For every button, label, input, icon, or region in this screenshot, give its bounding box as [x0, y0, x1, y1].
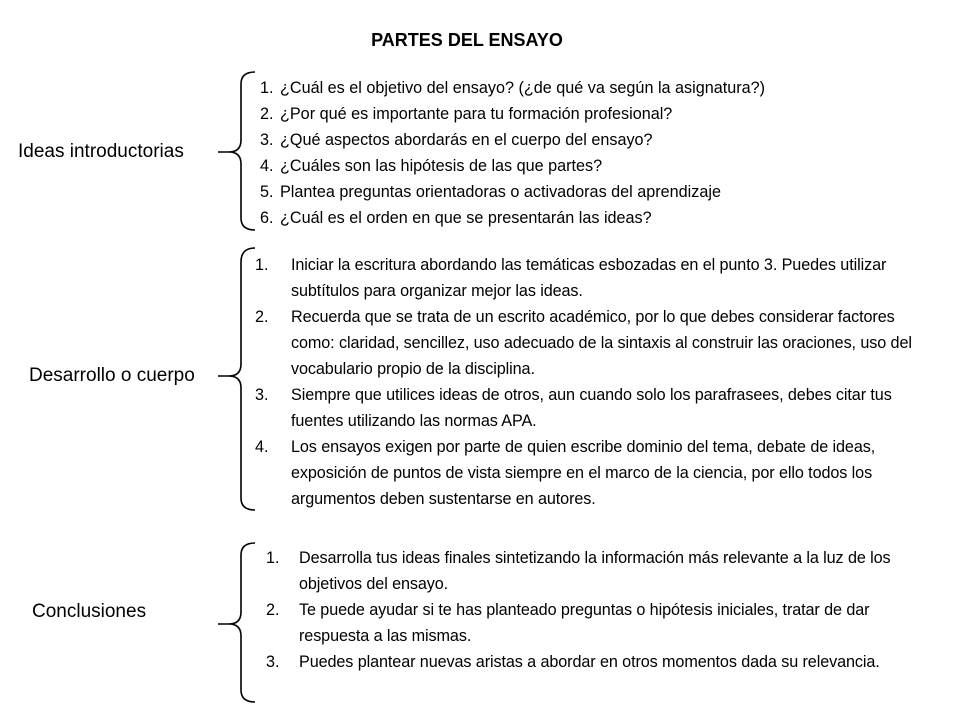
brace-development: [218, 248, 255, 510]
development-points-list: [255, 252, 925, 512]
list-item: 6. ¿Cuál es el orden en que se presentarán las ideas?: [260, 209, 652, 227]
list-item: 1. Iniciar la escritura abordando las temáticas esbozadas en el punto 3. Puedes utilizar subtítulos para organizar mejor las ideas.: [255, 256, 887, 300]
intro-questions-list: [260, 75, 920, 231]
list-item: 2. Recuerda que se trata de un escrito académico, por lo que debes considerar factores como: claridad, sencillez, uso adecuado de la sintaxis al construir las oraciones, uso del vocabulario propio de la disciplina.: [255, 308, 912, 378]
list-item: 4. Los ensayos exigen por parte de quien escribe dominio del tema, debate de ideas, exposición de puntos de vista siempre en el marco de la ciencia, por ello todos los argumentos deben sustentarse en autores.: [255, 438, 876, 508]
list-item: 4. ¿Cuáles son las hipótesis de las que partes?: [260, 157, 603, 175]
list-item: 5. Plantea preguntas orientadoras o activadoras del aprendizaje: [260, 183, 721, 201]
list-item: 2. ¿Por qué es importante para tu formación profesional?: [260, 105, 673, 123]
conclusions-points-list: [266, 545, 916, 675]
brace-conclusions: [218, 543, 255, 702]
list-item: 3. ¿Qué aspectos abordarás en el cuerpo del ensayo?: [260, 131, 653, 149]
brace-intro: [218, 72, 255, 230]
list-item: 1. Desarrolla tus ideas finales sintetizando la información más relevante a la luz de los objetivos del ensayo.: [266, 549, 891, 593]
label-desarrollo-o-cuerpo: Desarrollo o cuerpo: [29, 365, 195, 386]
list-item: 3. Siempre que utilices ideas de otros, aun cuando solo los parafrasees, debes citar tus fuentes utilizando las normas APA.: [255, 386, 892, 430]
page-title: PARTES DEL ENSAYO: [371, 30, 563, 50]
list-item: 3. Puedes plantear nuevas aristas a abordar en otros momentos dada su relevancia.: [266, 653, 880, 671]
list-item: 2. Te puede ayudar si te has planteado preguntas o hipótesis iniciales, tratar de dar respuesta a las mismas.: [266, 601, 870, 645]
label-ideas-introductorias: Ideas introductorias: [18, 141, 184, 162]
label-conclusiones: Conclusiones: [32, 601, 147, 622]
list-item: 1. ¿Cuál es el objetivo del ensayo? (¿de qué va según la asignatura?): [260, 79, 766, 97]
